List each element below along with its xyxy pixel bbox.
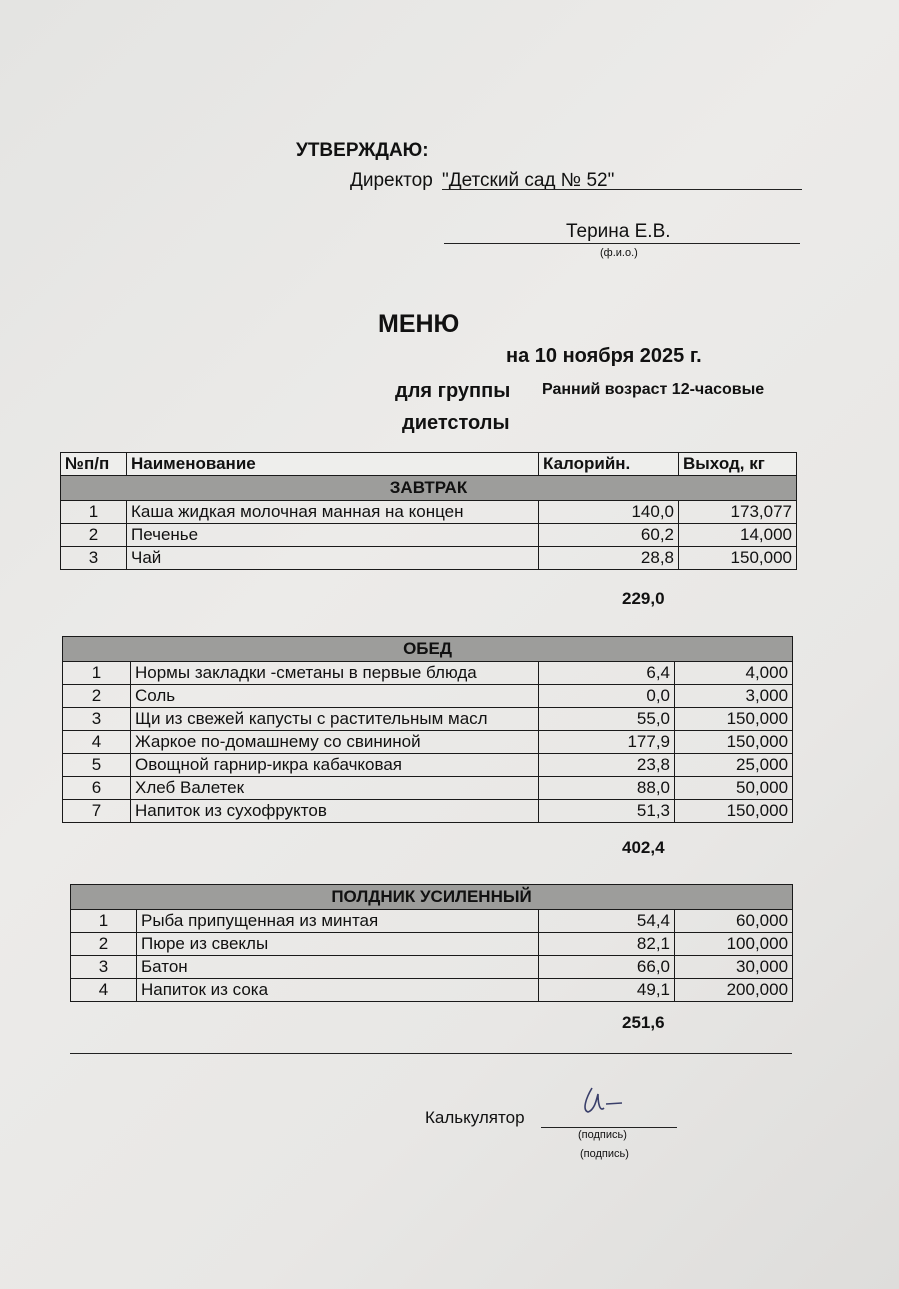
row-dish: Рыба припущенная из минтая	[137, 910, 539, 933]
row-kcal: 49,1	[539, 979, 675, 1002]
table-row	[71, 979, 793, 1002]
row-dish: Каша жидкая молочная манная на концен	[127, 501, 539, 524]
col-kcal-header: Калорийн.	[539, 453, 679, 476]
lunch-table	[62, 636, 793, 823]
group-value: Ранний возраст 12-часовые	[542, 381, 765, 398]
breakfast-total: 229,0	[622, 589, 665, 608]
row-yield: 3,000	[675, 685, 793, 708]
calculator-label: Калькулятор	[425, 1108, 525, 1127]
diet-label: диетстолы	[402, 412, 510, 434]
row-kcal: 60,2	[539, 524, 679, 547]
organization-name: "Детский сад № 52"	[442, 170, 615, 191]
col-yield-header: Выход, кг	[679, 453, 797, 476]
row-dish: Печенье	[127, 524, 539, 547]
section-row	[63, 637, 793, 662]
row-yield: 25,000	[675, 754, 793, 777]
row-kcal: 51,3	[539, 800, 675, 823]
row-yield: 150,000	[675, 708, 793, 731]
lunch-title: ОБЕД	[63, 637, 793, 662]
row-yield: 200,000	[675, 979, 793, 1002]
table-row	[63, 754, 793, 777]
row-kcal: 6,4	[539, 662, 675, 685]
row-yield: 150,000	[675, 731, 793, 754]
row-num: 2	[63, 685, 131, 708]
signature-caption-2: (подпись)	[580, 1148, 629, 1160]
row-yield: 150,000	[679, 547, 797, 570]
col-num-header: №п/п	[61, 453, 127, 476]
row-dish: Соль	[131, 685, 539, 708]
row-yield: 60,000	[675, 910, 793, 933]
table-row	[63, 662, 793, 685]
row-yield: 100,000	[675, 933, 793, 956]
snack-total: 251,6	[622, 1013, 665, 1032]
row-kcal: 177,9	[539, 731, 675, 754]
row-num: 3	[61, 547, 127, 570]
signature-scribble	[578, 1080, 628, 1120]
table-row	[63, 731, 793, 754]
row-kcal: 88,0	[539, 777, 675, 800]
row-num: 2	[71, 933, 137, 956]
row-dish: Овощной гарнир-икра кабачковая	[131, 754, 539, 777]
row-dish: Напиток из сухофруктов	[131, 800, 539, 823]
row-yield: 30,000	[675, 956, 793, 979]
row-num: 6	[63, 777, 131, 800]
row-kcal: 28,8	[539, 547, 679, 570]
row-yield: 4,000	[675, 662, 793, 685]
row-yield: 50,000	[675, 777, 793, 800]
row-num: 7	[63, 800, 131, 823]
row-dish: Хлеб Валетек	[131, 777, 539, 800]
row-kcal: 0,0	[539, 685, 675, 708]
table-row	[71, 910, 793, 933]
row-num: 4	[63, 731, 131, 754]
row-dish: Напиток из сока	[137, 979, 539, 1002]
row-kcal: 23,8	[539, 754, 675, 777]
table-row	[71, 956, 793, 979]
menu-title: МЕНЮ	[378, 310, 460, 338]
row-num: 1	[71, 910, 137, 933]
row-kcal: 55,0	[539, 708, 675, 731]
row-dish: Жаркое по-домашнему со свининой	[131, 731, 539, 754]
table-row	[63, 685, 793, 708]
lunch-total: 402,4	[622, 838, 665, 857]
row-num: 3	[71, 956, 137, 979]
row-dish: Щи из свежей капусты с растительным масл	[131, 708, 539, 731]
row-num: 2	[61, 524, 127, 547]
table-row	[63, 708, 793, 731]
col-name-header: Наименование	[127, 453, 539, 476]
approve-label: УТВЕРЖДАЮ:	[296, 140, 429, 161]
table-header-row	[61, 453, 797, 476]
signature-caption: (подпись)	[578, 1129, 627, 1141]
table-row	[61, 547, 797, 570]
table-row	[71, 933, 793, 956]
breakfast-table	[60, 452, 797, 570]
group-label: для группы	[395, 380, 511, 402]
snack-title: ПОЛДНИК УСИЛЕННЫЙ	[71, 885, 793, 910]
row-dish: Нормы закладки -сметаны в первые блюда	[131, 662, 539, 685]
fio-caption: (ф.и.о.)	[600, 247, 638, 259]
calculator-underline	[541, 1127, 677, 1128]
bottom-divider	[70, 1053, 792, 1054]
row-dish: Пюре из свеклы	[137, 933, 539, 956]
row-yield: 14,000	[679, 524, 797, 547]
row-kcal: 66,0	[539, 956, 675, 979]
row-kcal: 54,4	[539, 910, 675, 933]
row-kcal: 82,1	[539, 933, 675, 956]
row-num: 1	[63, 662, 131, 685]
section-row	[71, 885, 793, 910]
menu-date: на 10 ноября 2025 г.	[506, 345, 702, 367]
director-label: Директор	[350, 170, 433, 191]
table-row	[61, 524, 797, 547]
row-num: 5	[63, 754, 131, 777]
row-kcal: 140,0	[539, 501, 679, 524]
row-num: 3	[63, 708, 131, 731]
snack-table	[70, 884, 793, 1002]
row-num: 1	[61, 501, 127, 524]
section-row	[61, 476, 797, 501]
row-dish: Батон	[137, 956, 539, 979]
row-yield: 150,000	[675, 800, 793, 823]
director-name: Терина Е.В.	[566, 221, 671, 242]
row-dish: Чай	[127, 547, 539, 570]
row-num: 4	[71, 979, 137, 1002]
table-row	[63, 777, 793, 800]
table-row	[61, 501, 797, 524]
row-yield: 173,077	[679, 501, 797, 524]
table-row	[63, 800, 793, 823]
name-underline	[444, 243, 800, 244]
breakfast-title: ЗАВТРАК	[61, 476, 797, 501]
director-underline	[442, 189, 802, 190]
